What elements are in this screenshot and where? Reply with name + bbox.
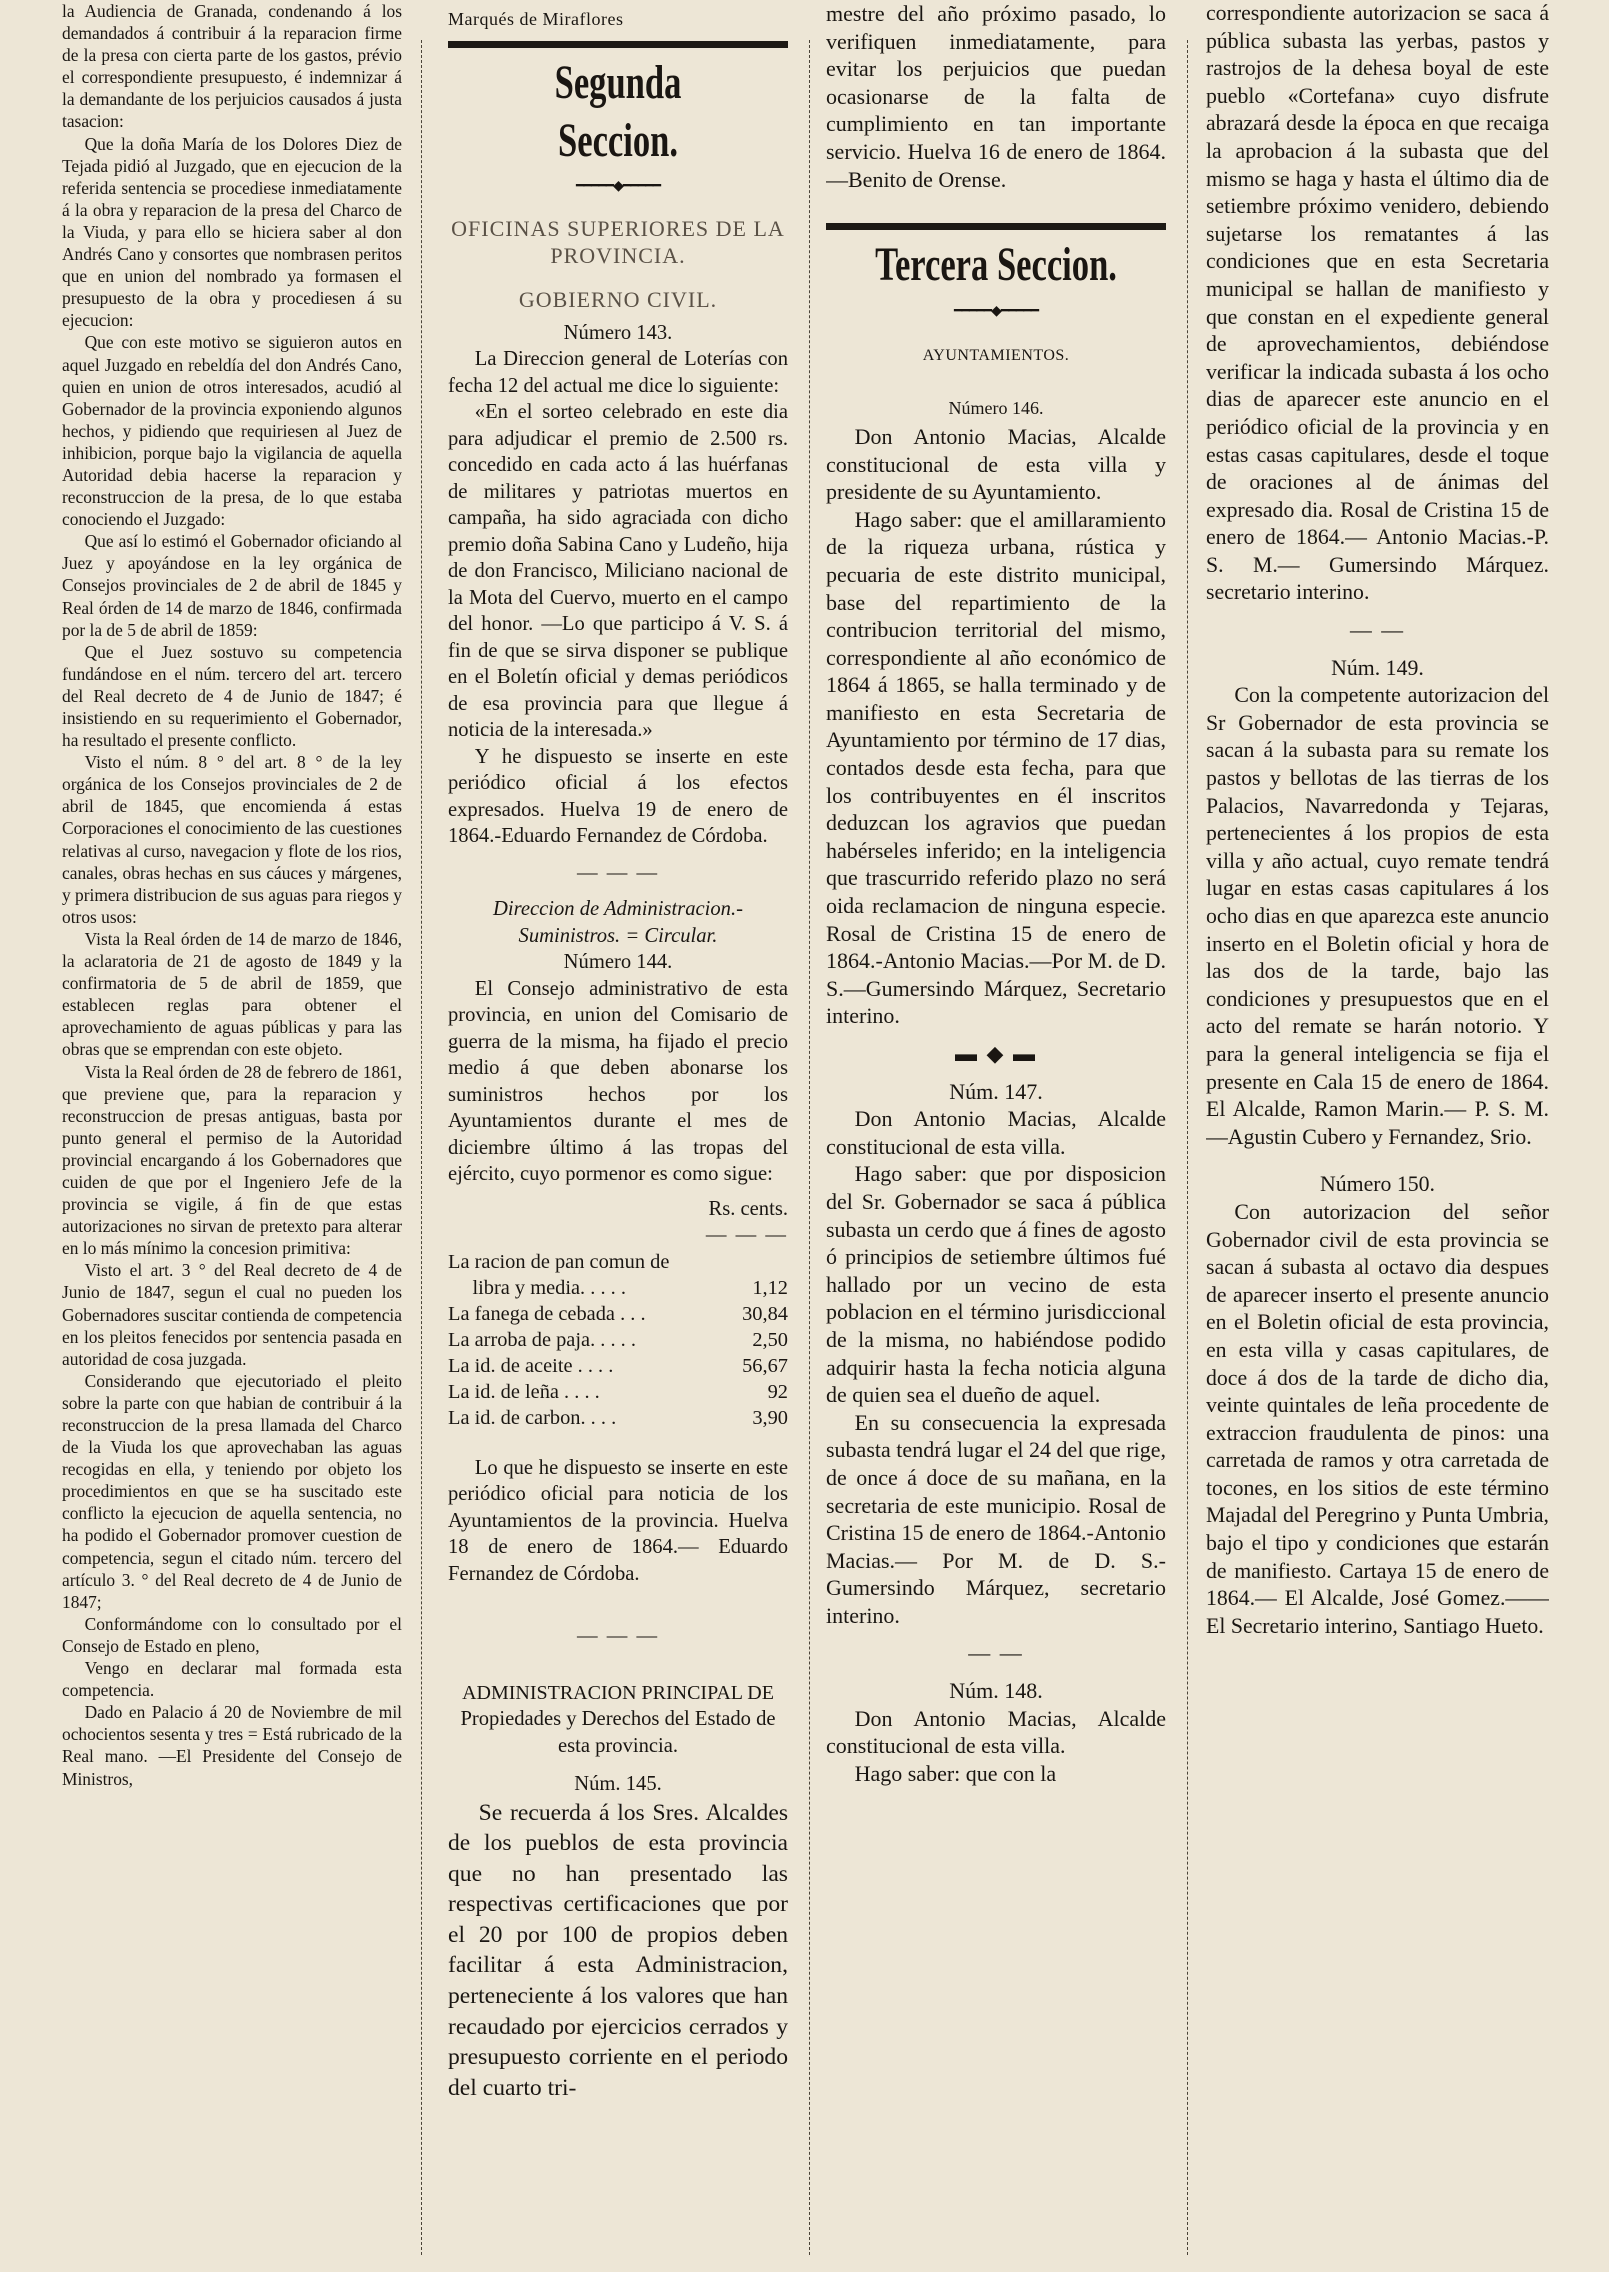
separator: — — <box>968 1640 1024 1666</box>
notice-number: Núm. 147. <box>949 1078 1043 1104</box>
column-1 <box>62 0 402 2272</box>
table-row: La id. de aceite . . . . 56,67 <box>448 1354 788 1377</box>
paragraph: Y he dispuesto se inserte en este periódico oficial á los efectos expresados. Huelva 19 de enero de 1864.-Eduardo Fernandez de Córdoba. <box>448 745 788 847</box>
paragraph: Hago saber: que el amillaramiento de la riqueza urbana, rústica y pecuaria de este distrito municipal, base del repartimiento de la contribucion territorial del mismo, correspondiente al año económico de 1864 á 1865, se halla terminado y de manifiesto en esta Secretaria de Ayuntamiento por término de 17 dias, contados desde esta fecha, para que los contribuyentes en él inscritos deduzcan los agravios que puedan habérseles inferido; en la inteligencia que trascurrido referido plazo no será oida reclamacion de ninguna especie. Rosal de Cristina 15 de enero de 1864.-Antonio Macias.—Por M. de D. S.—Gumersindo Márquez, Secretario interino. <box>826 506 1166 1029</box>
section-subheading: AYUNTAMIENTOS. <box>922 346 1070 364</box>
separator: — — — <box>576 861 660 884</box>
notice-number: Número 146. <box>948 398 1044 419</box>
notice-heading: Don Antonio Macias, Alcalde constitucional de esta villa. <box>826 1106 1166 1159</box>
office-title: OFICINAS SUPERIORES DE LA PROVINCIA. <box>451 216 785 268</box>
paragraph: Que con este motivo se siguieron autos en aquel Juzgado en rebeldía del don Andrés Cano, quien en union de otros interesados, acudió al Gobernador de la provincia exponiendo algunos hechos, y pidiendo que requiriesen al Juez de inhibicion, porque bajo la vigilancia de aquella Autoridad debia hacerse la reparacion y reconstruccion de la presa, de lo que estaba conociendo el Juzgado: <box>62 332 402 530</box>
paragraph: El Consejo administrativo de esta provincia, en union del Comisario de guerra de la misma, ha fijado el precio medio á que deben abonarse los suministros hechos por los Ayuntamientos durante el mes de diciembre último á las tropas del ejército, cuyo pormenor es como sigue: <box>448 977 788 1185</box>
paragraph: Vengo en declarar mal formada esta competencia. <box>62 1658 402 1701</box>
notice-heading: ADMINISTRACION PRINCIPAL DE <box>462 1681 774 1704</box>
paragraph: Considerando que ejecutoriado el pleito sobre la parte con que habian de contribuir á la reconstruccion de la presa llamada del Charco de la Viuda los que aprovechaban las aguas recogidas en ella, y teniendo por objeto los procedimientos en que se ha suscitado este conflicto la ejecucion de aquella sentencia, no ha podido el Gobernador promover cuestion de competencia, segun el citado núm. tercero del artículo 3. ° del Real decreto de 4 de Junio de 1847; <box>62 1370 402 1612</box>
paragraph: Dado en Palacio á 20 de Noviembre de mil ochocientos sesenta y tres = Está rubricado de la Real mano. —El Presidente del Consejo de Ministros, <box>62 1702 402 1789</box>
table-header-rule: — — — <box>705 1224 788 1246</box>
table-row: La fanega de cebada . . . 30,84 <box>448 1302 788 1325</box>
ornament-rule: ━━━━━◆━━━━━ <box>953 304 1039 320</box>
notice-heading: Don Antonio Macias, Alcalde constitucional de esta villa. <box>826 1705 1166 1759</box>
column-4 <box>1206 0 1549 2272</box>
notice-number: Núm. 149. <box>1331 655 1424 680</box>
paragraph: Que el Juez sostuvo su competencia fundándose en el núm. tercero del art. tercero del Real decreto de 4 de Junio de 1847; é insistiendo en su requerimiento el Gobernador, ha resultado el presente conflicto. <box>62 641 402 751</box>
paragraph: la Audiencia de Granada, condenando á los demandados á contribuir á la reparacion firme de la presa con cierta parte de los gastos, prévio el correspondiente presupuesto, é indemnizar á la demandante de los perjuicios causados á justa tasacion: <box>62 1 402 132</box>
paragraph: Vista la Real órden de 28 de febrero de 1861, que previene que, para la reparacion y reconstruccion de presas antiguas, basta por punto general el permiso de la Autoridad provincial encargando á los Gobernadores que cuiden de que por el Ingeniero Jefe de la provincia se vigile, á fin de que estas autorizaciones no sirvan de pretexto para alterar en lo más mínimo la concesion primitiva: <box>62 1061 402 1259</box>
table-row: La racion de pan comun de <box>448 1250 670 1273</box>
heavy-rule <box>826 223 1166 230</box>
notice-number: Núm. 145. <box>574 1773 662 1795</box>
section-title: Segunda Seccion. <box>554 55 682 167</box>
column-3 <box>826 0 1166 2272</box>
table-row: La id. de carbon. . . . 3,90 <box>448 1406 788 1429</box>
notice-number: Núm. 148. <box>949 1678 1043 1704</box>
notice-number: Número 143. <box>563 321 673 344</box>
paragraph: Con la competente autorizacion del Sr Gobernador de esta provincia se sacan á la subasta para su remate los pastos y bellotas de las tierras de los Palacios, Navarredonda y Tejaras, pertenecientes á los propios de esta villa y año actual, cuyo remate tendrá lugar en estas casas capitulares á los ocho dias en que aparezca este anuncio inserto en el Boletin oficial y hora de las dos de la tarde, bajo las condiciones y presupuestos que en el acto del remate se harán notorio. Y para la general inteligencia se fija el presente en Cala 15 de enero de 1864. El Alcalde, Ramon Marin.— P. S. M.—Agustin Cubero y Fernandez, Srio. <box>1206 683 1549 1149</box>
paragraph: Visto el art. 3 ° del Real decreto de 4 de Junio de 1847, segun el cual no pueden los Gobernadores suscitar contienda de competencia en los pleitos fenecidos por sentencia pasada en autoridad de cosa juzgada. <box>62 1260 402 1369</box>
notice-subheading: Propiedades y Derechos del Estado de esta provincia. <box>460 1708 776 1757</box>
paragraph: La Direccion general de Loterías con fecha 12 del actual me dice lo siguiente: <box>448 348 788 397</box>
paragraph: Hago saber: que por disposicion del Sr. Gobernador se saca á pública subasta un cerdo que á fines de agosto ó principios de setiembre últimos fué hallado por un vecino de esta poblacion en el término jurisdiccional de la misma, no habiéndose podido adquirir hasta la fecha noticia alguna de quien sea el dueño de aquel. <box>826 1161 1166 1408</box>
ornament-rule: ━━━━━◆━━━━━ <box>575 178 661 194</box>
gobierno-heading: GOBIERNO CIVIL. <box>518 287 718 312</box>
heavy-rule <box>448 41 788 48</box>
notice-heading: Don Antonio Macias, Alcalde constitucional de esta villa y presidente de su Ayuntamiento. <box>826 423 1166 505</box>
paragraph: «En el sorteo celebrado en este dia para adjudicar el premio de 2.500 rs. concedido en cada acto á las huérfanas de militares y patriotas muertos en campaña, ha sido agraciada con dicho premio doña Sabina Cano y Ludeño, hija de don Francisco, Miliciano nacional de la Mota del Cuervo, muerto en el campo del honor. —Lo que participo á V. S. á fin de que se sirva disponer se publique en el Boletín oficial y demas periódicos de esa provincia para que llegue á noticia de la interesada.» <box>448 401 788 741</box>
separator: — — — <box>576 1625 660 1647</box>
section-title: Tercera Seccion. <box>875 238 1117 292</box>
separator: — — <box>1349 618 1406 643</box>
table-row: libra y media. . . . . 1,12 <box>472 1276 788 1299</box>
paragraph: Que la doña María de los Dolores Diez de Tejada pidió al Juzgado, que en ejecucion de la referida sentencia se procediese inmediatamente á la obra y reparacion de la presa del Charco de la Viuda, y para ello se hiciera saber al don Andrés Cano y consortes que nombrasen peritos que en union del nombrado ya formasen el presupuesto de la obra y procediesen á su ejecucion: <box>62 133 402 331</box>
column-divider <box>421 40 422 2255</box>
paragraph: Visto el núm. 8 ° del art. 8 ° de la ley orgánica de los Consejos provinciales de 2 de abril de 1845, que encomienda á estas Corporaciones el conocimiento de las cuestiones relativas al curso, navegacion y flote de los rios, canales, obras hechas en sus cáuces y márgenes, y primera distribucion de sus aguas para riegos y otros usos: <box>62 752 402 927</box>
paragraph: correspondiente autorizacion se saca á pública subasta las yerbas, pastos y rastrojos de la dehesa boyal de este pueblo «Cortefana» cuyo disfrute abrazará desde la época en que recaiga la aprobacion á la subasta que del mismo se haga y hasta el último dia de setiembre próximo venidero, debiendo sujetarse los rematantes á las condiciones que en esta Secretaria municipal se hallan de manifiesto y que constan en el expediente general de aprovechamientos, debiéndose verificar la indicada subasta á los ocho dias de aparecer este anuncio en el periódico oficial de la provincia y en estas casas capitulares, desde el toque de oraciones al de ánimas del expresado dia. Rosal de Cristina 15 de enero de 1864.— Antonio Macias.-P. S. M.— Gumersindo Márquez. secretario interino. <box>1206 1 1549 605</box>
paragraph: Lo que he dispuesto se inserte en este periódico oficial para noticia de los Ayuntamientos de la provincia. Huelva 18 de enero de 1864.— Eduardo Fernandez de Córdoba. <box>448 1456 788 1585</box>
column-divider <box>809 40 810 2255</box>
table-row: La id. de leña . . . . 92 <box>448 1380 788 1403</box>
separator: ▬ ◆ ▬ <box>955 1041 1037 1066</box>
notice-number: Número 150. <box>1319 1172 1436 1197</box>
notice-number: Número 144. <box>563 951 673 973</box>
paragraph: Se recuerda á los Sres. Alcaldes de los pueblos de esta provincia que no han presentado las respectivas certificaciones que por el 20 por 100 de propios deben facilitar á esta Administracion, perteneciente á los valores que han recaudado por ejercicios cerrados y presupuesto corriente en el periodo del cuarto tri- <box>448 1799 788 2101</box>
running-head: Marqués de Miraflores <box>448 9 624 29</box>
column-2 <box>448 0 788 2272</box>
paragraph: Vista la Real órden de 14 de marzo de 1846, la aclaratoria de 21 de agosto de 1849 y la confirmatoria de 5 de abril de 1859, que establecen reglas para obtener el aprovechamiento de aguas públicas y para las obras que se emprendan con este objeto. <box>62 928 402 1060</box>
notice-heading: Direccion de Administracion.-Suministros. = Circular. <box>493 898 743 947</box>
paragraph: Con autorizacion del señor Gobernador civil de esta provincia se sacan á subasta al octavo dia despues de aparecer inserto el presente anuncio en el Boletin oficial de esta provincia, en esta villa y casas capitulares, de doce á dos de la tarde de dicho dia, veinte quintales de leña procedente de extraccion fraudulenta de pinos: una carretada de ramos y otra carretada de tocones, en los sitios de este término Majadal del Peregrino y Punta Umbria, bajo el tipo y condiciones que estarán de manifiesto. Cartaya 15 de enero de 1864.— El Alcalde, José Gomez.——El Secretario interino, Santiago Hueto. <box>1206 1199 1549 1638</box>
prices-table <box>448 1249 788 1431</box>
paragraph: Que así lo estimó el Gobernador oficiando al Juez y apoyándose en la ley orgánica de Consejos provinciales de 2 de abril de 1845 y Real órden de 14 de marzo de 1846, confirmada por la de 5 de abril de 1859: <box>62 531 402 640</box>
table-row: La arroba de paja. . . . . 2,50 <box>448 1328 788 1351</box>
paragraph: Conformándome con lo consultado por el Consejo de Estado en pleno, <box>62 1613 402 1656</box>
paragraph: En su consecuencia la expresada subasta tendrá lugar el 24 del que rige, de once á doce de su mañana, en la secretaria de este municipio. Rosal de Cristina 15 de enero de 1864.-Antonio Macias.— Por M. de D. S.-Gumersindo Márquez, secretario interino. <box>826 1409 1166 1628</box>
column-divider <box>1187 40 1188 2255</box>
table-header: Rs. cents. <box>708 1197 788 1220</box>
paragraph: mestre del año próximo pasado, lo verifiquen inmediatamente, para evitar los perjuicios que puedan ocasionarse de la falta de cumplimiento en tan importante servicio. Huelva 16 de enero de 1864. —Benito de Orense. <box>826 1 1166 192</box>
paragraph: Hago saber: que con la <box>854 1760 1057 1786</box>
